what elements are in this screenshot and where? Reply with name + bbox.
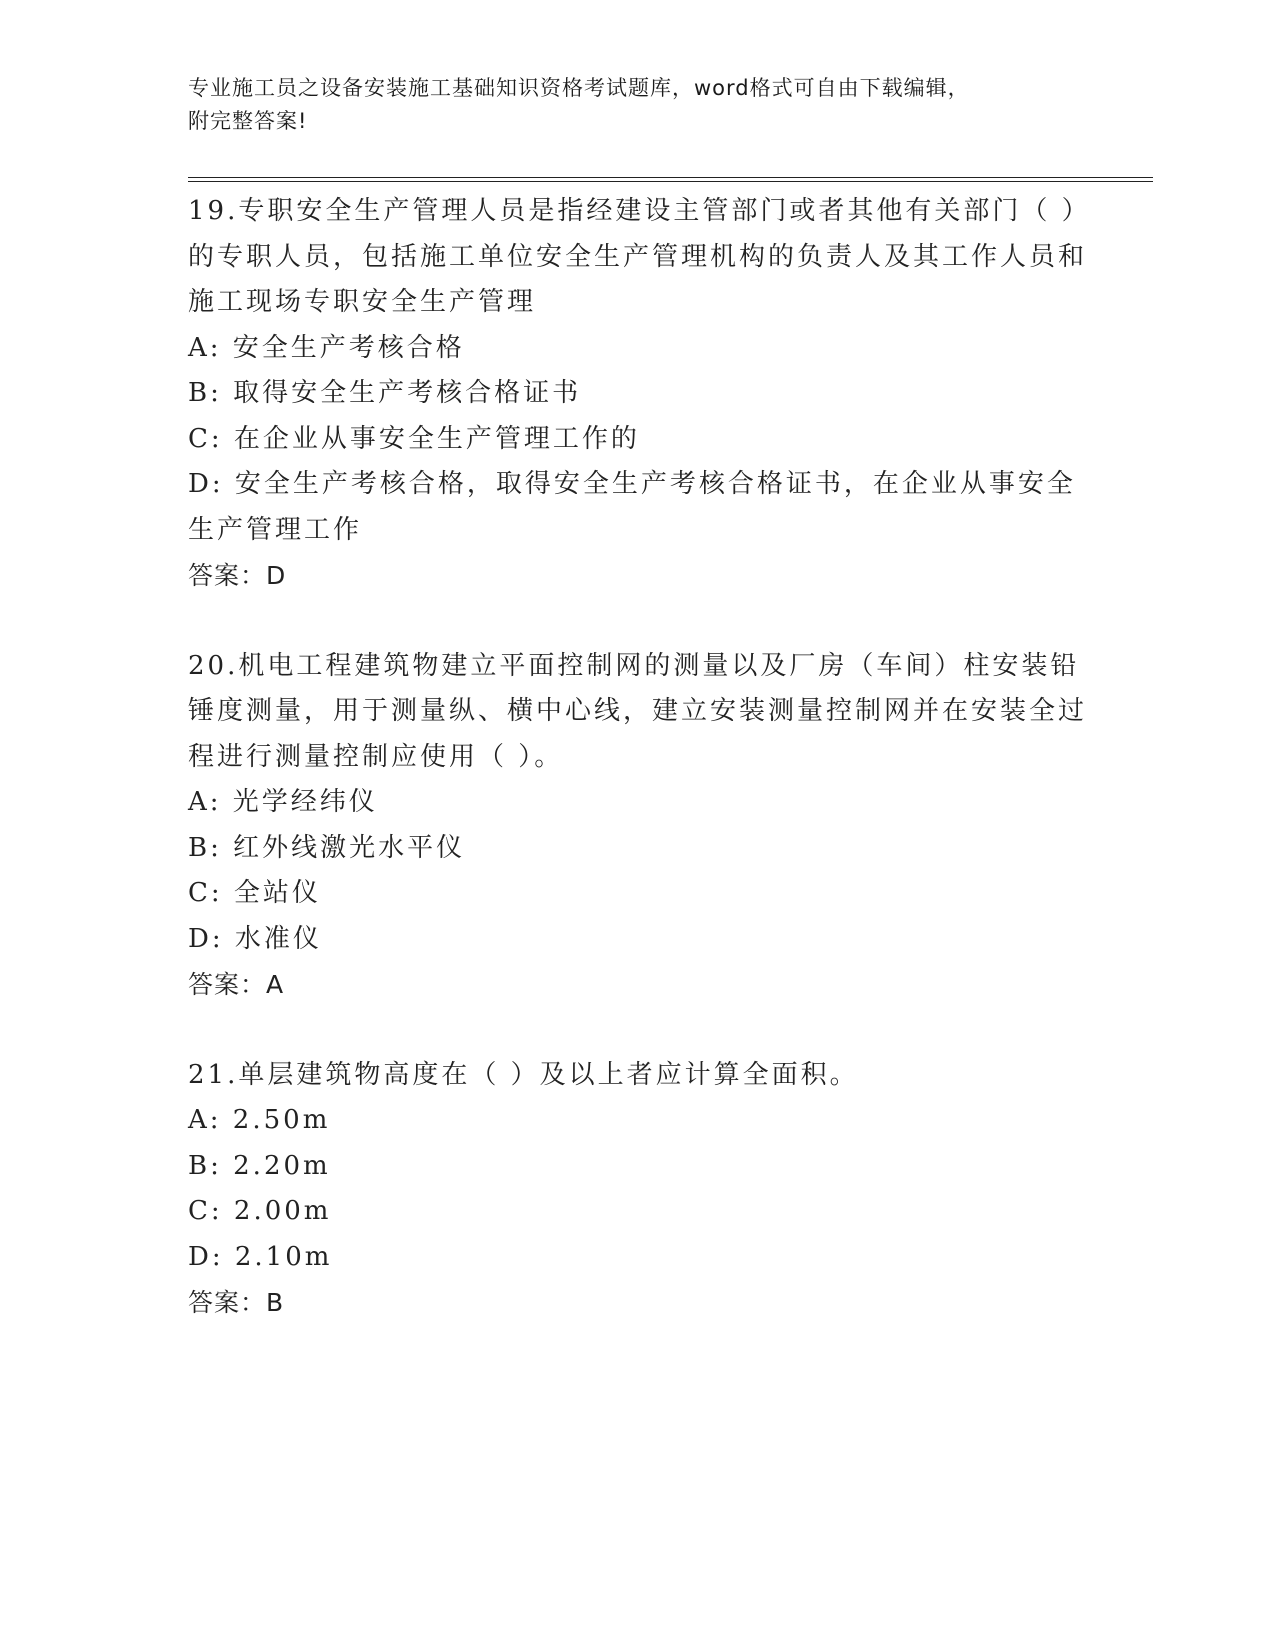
option-c: C: 全站仪 xyxy=(188,878,321,908)
question-list xyxy=(188,189,1088,1326)
question-21 xyxy=(188,1053,1088,1326)
option-d: D: 水准仪 xyxy=(188,923,322,954)
question-text: 21.单层建筑物高度在（ ）及以上者应计算全面积。 xyxy=(188,1059,859,1090)
option-c: C: 在企业从事安全生产管理工作的 xyxy=(188,423,640,454)
document-header xyxy=(188,72,1068,138)
option-d: D: 安全生产考核合格，取得安全生产考核合格证书，在企业从事安全生产管理工作 xyxy=(188,469,1076,545)
question-20 xyxy=(188,644,1088,1008)
question-text: 20.机电工程建筑物建立平面控制网的测量以及厂房（车间）柱安装铅锤度测量，用于测量纵、横中心线，建立安装测量控制网并在安装全过程进行测量控制应使用（ ）。 xyxy=(188,650,1088,772)
option-b: B: 2.20m xyxy=(188,1150,331,1181)
question-text: 19.专职安全生产管理人员是指经建设主管部门或者其他有关部门（ ）的专职人员，包括施工单位安全生产管理机构的负责人及其工作人员和施工现场专职安全生产管理 xyxy=(188,196,1088,317)
option-a: A: 2.50m xyxy=(188,1105,331,1135)
option-c: C: 2.00m xyxy=(188,1196,332,1226)
answer: 答案：D xyxy=(188,561,287,590)
header-divider-top xyxy=(188,177,1153,178)
header-line-2: 附完整答案! xyxy=(188,109,308,133)
header-line-1: 专业施工员之设备安装施工基础知识资格考试题库，word格式可自由下载编辑， xyxy=(188,76,970,100)
option-b: B: 取得安全生产考核合格证书 xyxy=(188,378,582,408)
option-a: A: 光学经纬仪 xyxy=(188,787,378,817)
option-b: B: 红外线激光水平仪 xyxy=(188,832,466,863)
question-spacer xyxy=(188,1008,1088,1053)
question-19 xyxy=(188,189,1088,599)
answer: 答案：A xyxy=(188,970,285,999)
answer: 答案：B xyxy=(188,1288,285,1317)
option-d: D: 2.10m xyxy=(188,1241,333,1272)
header-divider-bottom xyxy=(188,181,1153,182)
question-spacer xyxy=(188,599,1088,644)
option-a: A: 安全生产考核合格 xyxy=(188,332,465,363)
